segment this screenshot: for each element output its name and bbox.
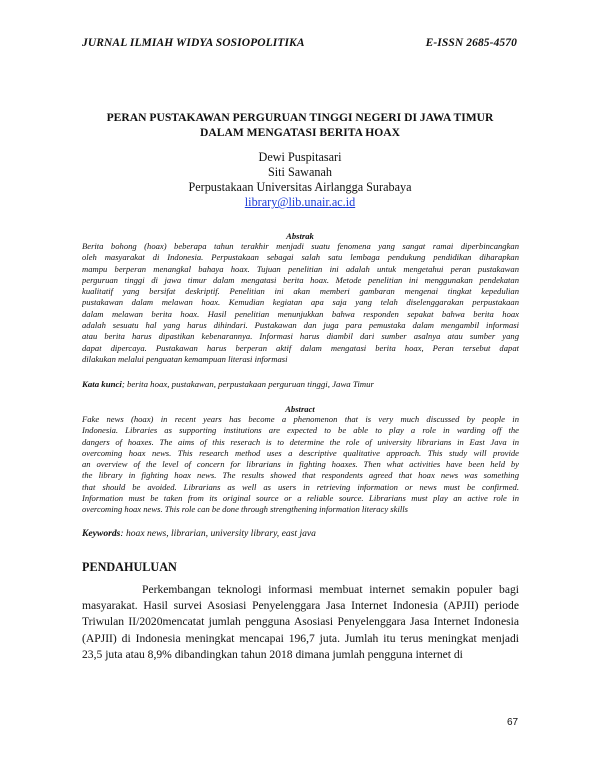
abstract-heading: Abstract — [285, 404, 315, 414]
body-line: 23,5 juta atau 8,9% dibandingkan tahun 2018 dimana jumlah pengguna internet di — [82, 647, 463, 661]
abstract-line: an overview of the level of concern for librarians in fighting hoaxes. Then what activities have been held by — [82, 459, 519, 470]
abstract-line: overcoming hoax news. This research method uses a descriptive qualitative approach. This study will provide — [82, 447, 519, 458]
abstract-line: that should be avoided. Librarians as well as users in retrieving information or news must be confirmed. — [82, 481, 519, 492]
abstract-line: Indonesia. Libraries as supporting institutions are expected to be able to play a role in warding off the — [82, 425, 519, 436]
abstract-line: dangers of hoaxes. The aims of this reserach is to determine the role of university librarians in East Java in — [82, 436, 519, 447]
author-1: Dewi Puspitasari — [258, 150, 342, 164]
abstract-line: the library in fighting hoax news. The results showed that respondents agreed that hoax news was something — [82, 470, 519, 481]
abstrak-line: adalah sesuatu hal yang harus dihindari. Pustakawan dan juga para pemustaka dalam mengambil informasi — [82, 320, 519, 331]
abstrak-line: pustakawan dalam melawan hoax. Kemudian kegiatan apa saja yang telah diselenggarakan perpustakaan — [82, 297, 519, 308]
abstrak-line: mampu berperan menangkal bahaya hoax. Tujuan penelitian ini adalah untuk mengetahui peran pustakawan — [82, 263, 519, 274]
page-number: 67 — [507, 717, 519, 728]
abstrak-line: oleh masyarakat di Indonesia. Perpustakaan sebagai salah satu lembaga pendukung pendidikan diharapkan — [82, 252, 519, 263]
kata-kunci-label: Kata kunci — [82, 379, 122, 389]
body-line: (APJII) di Indonesia meningkat mencapai 196,7 juta. Jumlah itu terus meningkat menjadi — [82, 631, 519, 645]
abstrak-line: perguruan tinggi di jawa timur dalam mengatasi berita hoax. Metode penelitian ini menggunakan pendekatan — [82, 274, 519, 285]
abstract-line: Fake news (hoax) in recent years has become a phenomenon that is very much discussed by people in — [82, 414, 519, 424]
kata-kunci-value: ; berita hoax, pustakawan, perpustakaan perguruan tinggi, Jawa Timur — [121, 379, 374, 389]
abstrak-line: dalam melawan berita hoax. Hasil penelitian menunjukkan bahwa responden sepakat bahwa berita hoax — [82, 308, 519, 319]
section-body — [82, 582, 519, 663]
title-line-1: PERAN PUSTAKAWAN PERGURUAN TINGGI NEGERI DI JAWA TIMUR — [106, 111, 494, 124]
kata-kunci — [82, 379, 519, 389]
abstrak-line: kualitatif yang bersifat deskriptif. Penelitian ini akan memberi gambaran mengenai tingkat kepedulian — [82, 286, 519, 297]
author-block — [0, 150, 600, 210]
keywords-value: : hoax news, librarian, university library, east java — [120, 528, 316, 539]
abstrak-body — [82, 241, 519, 365]
abstract-line: overcoming hoax news. This role can be done through strengthening information literacy skills — [82, 504, 408, 515]
abstract-body — [82, 414, 519, 516]
title-line-2: DALAM MENGATASI BERITA HOAX — [199, 126, 400, 139]
abstrak-heading: Abstrak — [286, 231, 314, 241]
section-heading: PENDAHULUAN — [82, 560, 177, 574]
issn: E-ISSN 2685-4570 — [425, 37, 517, 49]
journal-title: JURNAL ILMIAH WIDYA SOSIOPOLITIKA — [82, 37, 305, 49]
body-line: Triwulan II/2020mencatat jumlah pengguna Asosiasi Penyelenggara Jasa Internet Indonesia — [82, 615, 519, 629]
author-2: Siti Sawanah — [268, 165, 332, 179]
abstrak-line: atau berita harus dipastikan kebenarannya. Informasi harus diambil dari sumber asalnya atau sumber yang — [82, 331, 519, 342]
email-link[interactable]: library@lib.unair.ac.id — [244, 195, 356, 209]
keywords — [82, 528, 519, 539]
paper-title — [0, 110, 600, 140]
abstrak-line: dilakukan melalui penguatan kemampuan literasi informasi — [82, 353, 288, 364]
abstrak-line: Berita bohong (hoax) beberapa tahun terakhir menjadi suatu fenomena yang sangat ramai diperbincangkan — [82, 241, 519, 251]
affiliation: Perpustakaan Universitas Airlangga Surabaya — [188, 180, 412, 194]
keywords-label: Keywords — [82, 528, 121, 539]
body-line: masyarakat. Hasil survei Asosiasi Penyelenggara Jasa Internet Indonesia (APJII) periode — [82, 599, 519, 613]
body-line: Perkembangan teknologi informasi membuat internet semakin populer bagi — [142, 583, 519, 596]
abstrak-line: dapat dipercaya. Pustakawan harus berperan aktif dalam mengatasi berita hoax, Peran tersebut dapat — [82, 342, 519, 353]
abstract-line: Information must be taken from its original source or a reliable source. Librarians must play an active role in — [82, 493, 519, 504]
